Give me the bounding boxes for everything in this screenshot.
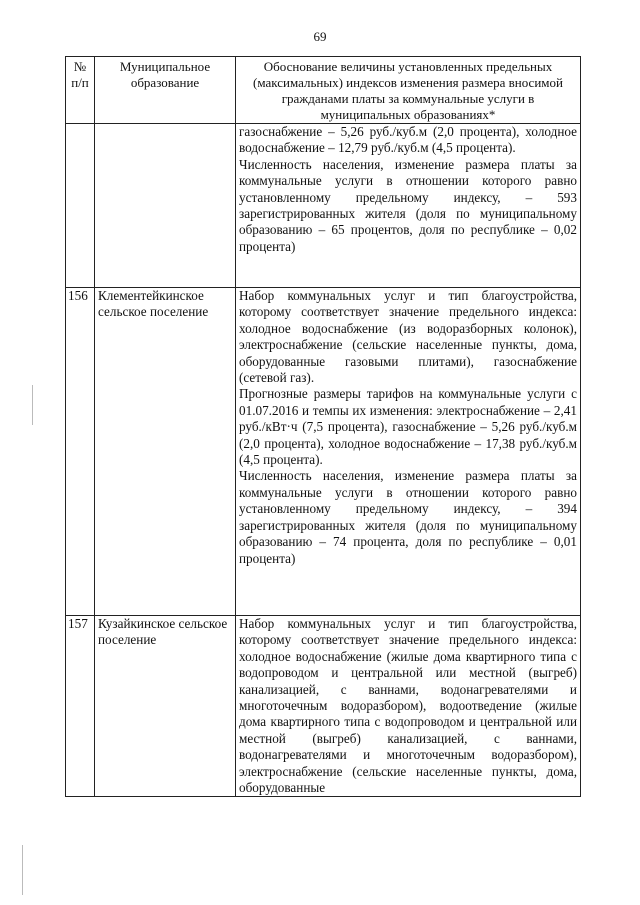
- row-basis: [236, 616, 581, 797]
- table-header-row: [66, 57, 581, 124]
- page-number: 69: [313, 29, 327, 44]
- header-num: № п/п: [66, 57, 95, 124]
- table-row: [66, 124, 581, 288]
- scan-margin-mark: [32, 385, 33, 425]
- row-municipality: [95, 124, 236, 288]
- scan-margin-mark: [22, 845, 23, 895]
- basis-paragraph: газоснабжение – 5,26 руб./куб.м (2,0 процента), холодное водоснабжение – 12,79 руб./куб.м (4,5 процента).: [239, 124, 577, 156]
- row-num: 156: [66, 288, 95, 616]
- basis-paragraph: Набор коммунальных услуг и тип благоустройства, которому соответствует значение предельного индекса: холодное водоснабжение (жилые дома квартирного типа с водопроводом и центральной или местной (выгреб) канализацией, с ваннами, водонагревателями и многоточечным водоразбором), водоотведение (жилые дома квартирного типа с водопроводом и центральной или местной (выгреб) канализацией, с ваннами, водонагревателями и многоточечным водоразбором), электроснабжение (сельские населенные пункты, дома, оборудованные: [239, 616, 577, 796]
- row-basis: [236, 288, 581, 616]
- row-municipality: Кузайкинское сельское поселение: [95, 616, 236, 797]
- basis-paragraph: Численность населения, изменение размера платы за коммунальные услуги в отношении которого равно установленному предельному индексу, – 593 зарегистрированных жителя (доля по муниципальному образованию – 65 процентов, доля по республике – 0,02 процента): [239, 156, 577, 254]
- table-row: [66, 288, 581, 616]
- row-municipality: Клементейкинское сельское поселение: [95, 288, 236, 616]
- table-row: [66, 616, 581, 797]
- basis-paragraph: Прогнозные размеры тарифов на коммунальные услуги с 01.07.2016 и темпы их изменения: электроснабжение – 2,41 руб./кВт·ч (7,5 процента), газоснабжение – 5,26 руб./куб.м (2,0 процента), холодное водоснабжение – 17,38 руб./куб.м (4,5 процента).: [239, 386, 577, 468]
- tariff-index-table: [65, 56, 581, 797]
- row-basis: [236, 124, 581, 288]
- row-num: [66, 124, 95, 288]
- header-municipality: Муниципальное образование: [95, 57, 236, 124]
- header-basis: Обоснование величины установленных предельных (максимальных) индексов изменения размера вносимой гражданами платы за коммунальные услуги в муниципальных образованиях*: [236, 57, 581, 124]
- basis-paragraph: Численность населения, изменение размера платы за коммунальные услуги в отношении которого равно установленному предельному индексу, – 394 зарегистрированных жителя (доля по муниципальному образованию – 74 процента, доля по республике – 0,01 процента): [239, 468, 577, 566]
- row-num: 157: [66, 616, 95, 797]
- basis-paragraph: Набор коммунальных услуг и тип благоустройства, которому соответствует значение предельного индекса: холодное водоснабжение (из водоразборных колонок), электроснабжение (сельские населенные пункты, дома, оборудованные газовыми плитами), газоснабжение (сетевой газ).: [239, 288, 577, 386]
